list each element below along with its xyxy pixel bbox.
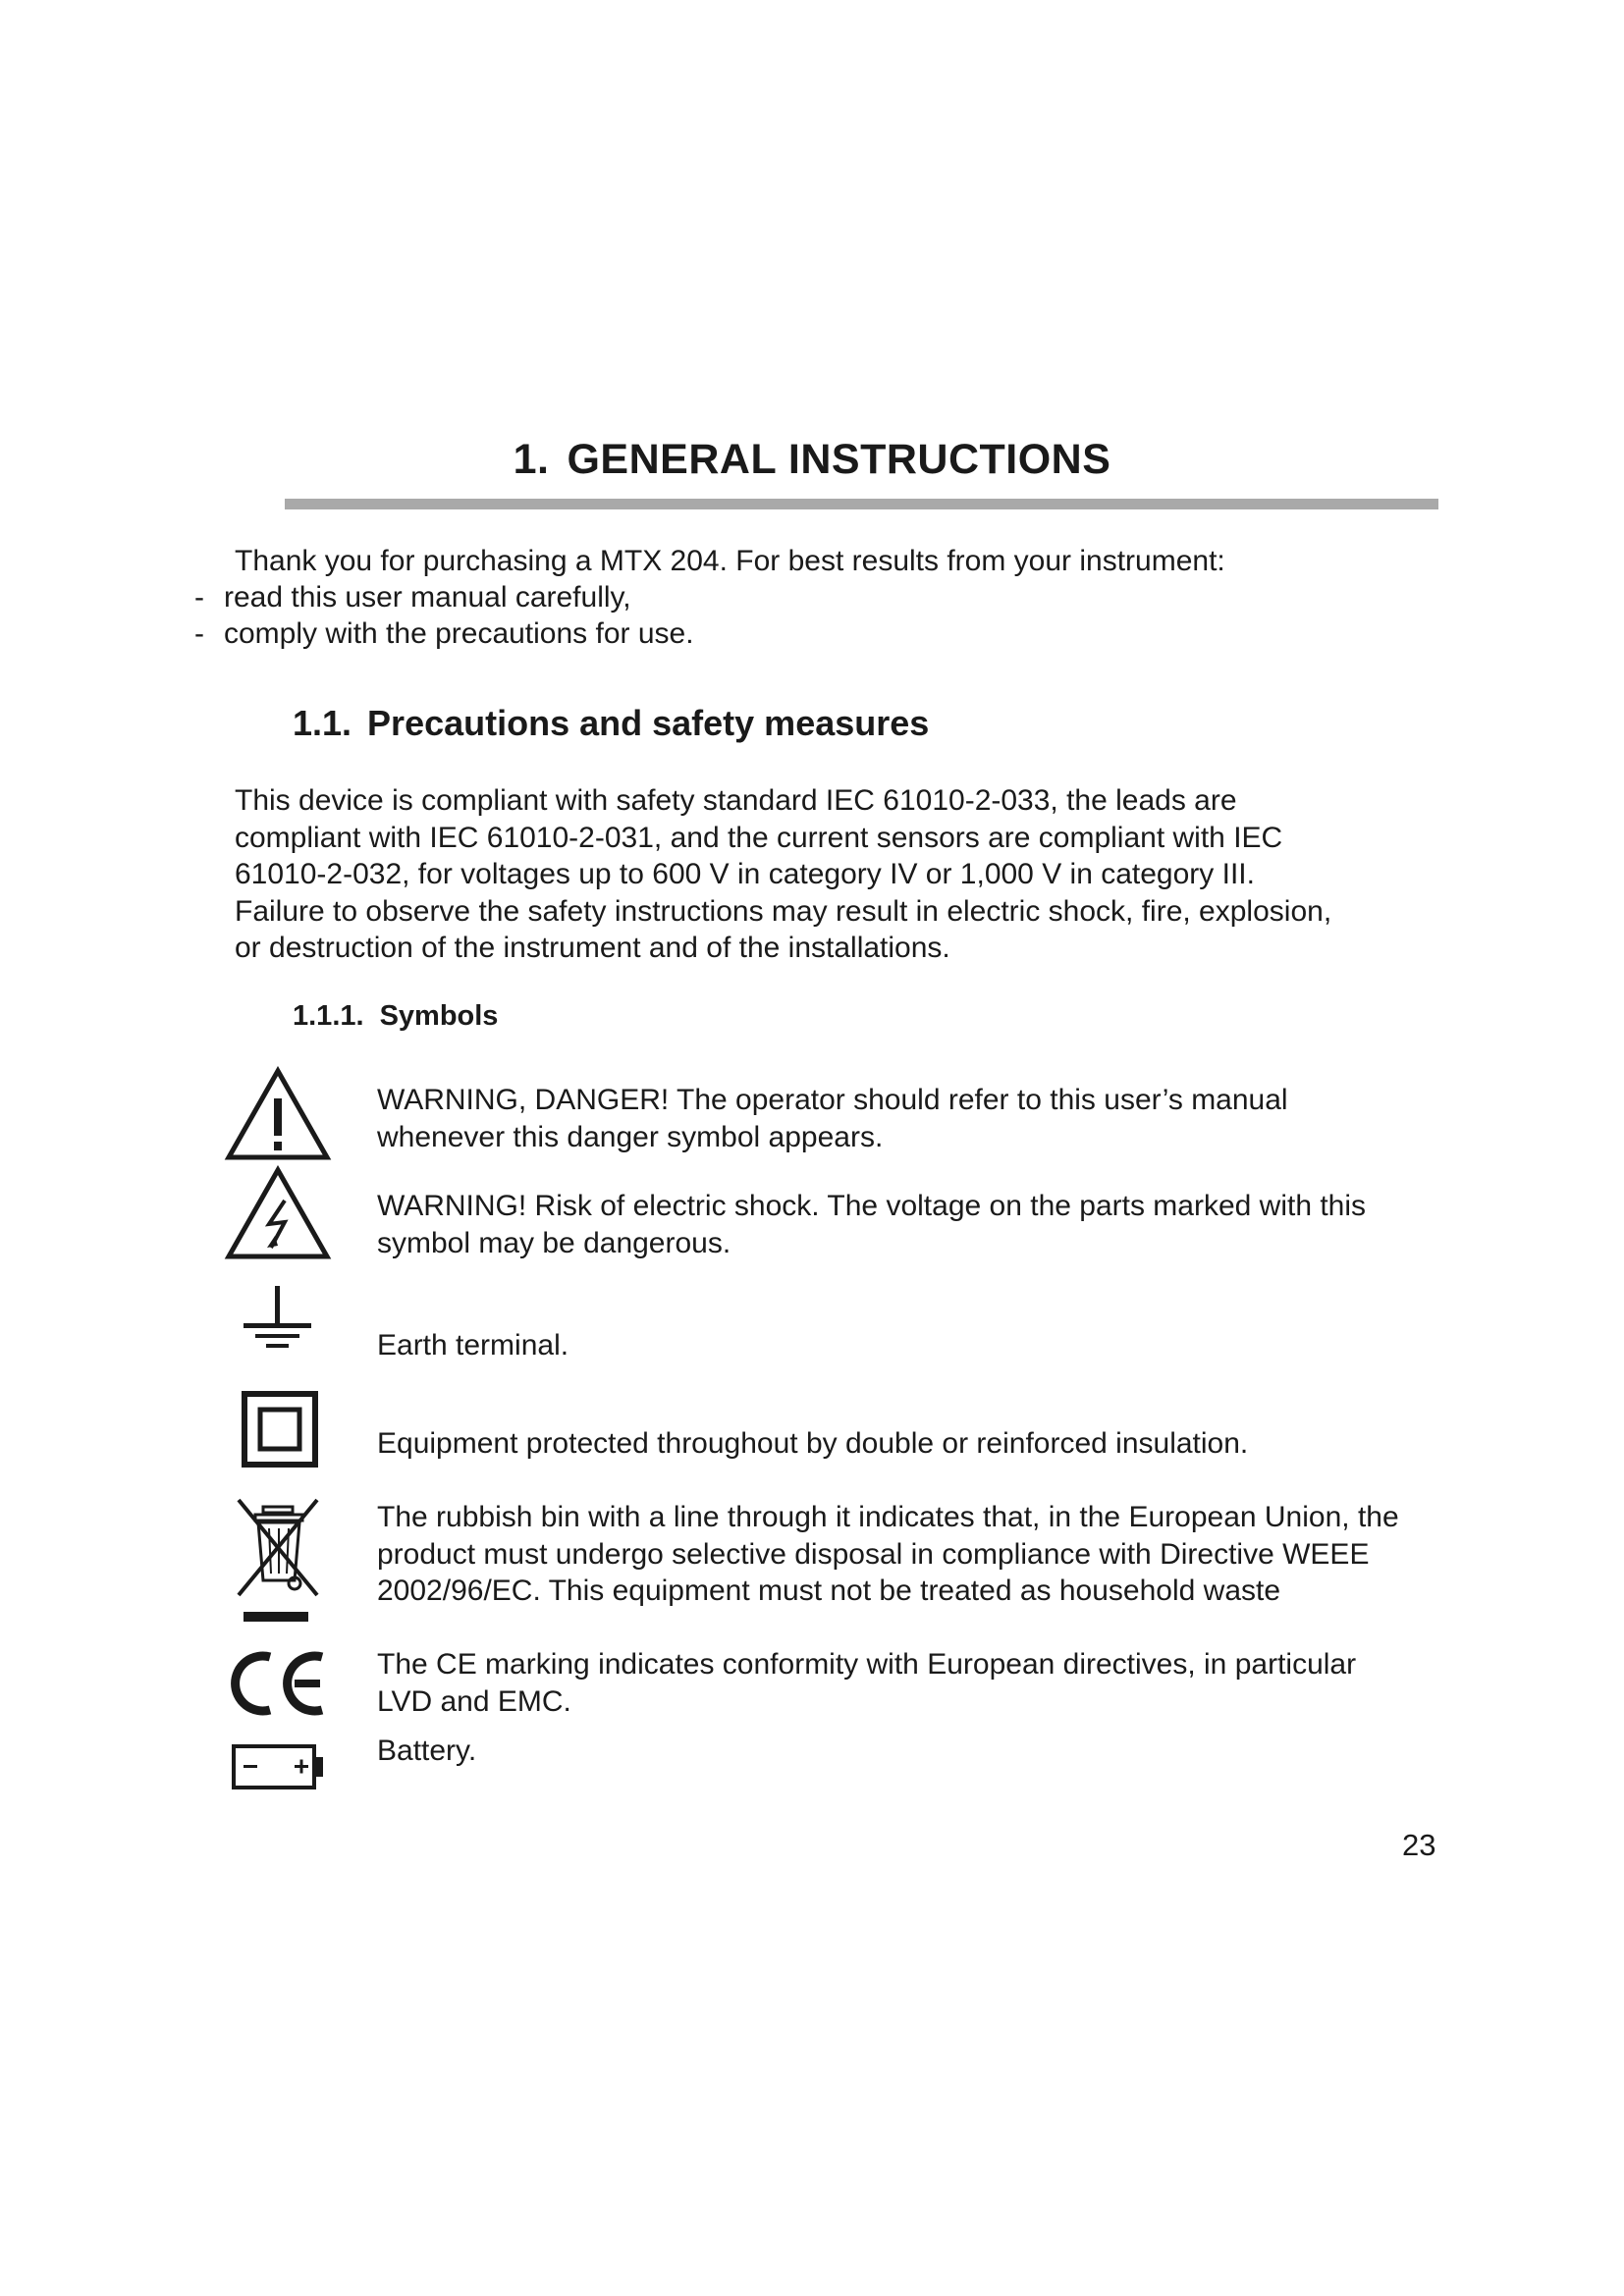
- battery-icon: [230, 1742, 328, 1791]
- heading-title: GENERAL INSTRUCTIONS: [567, 436, 1111, 483]
- section-title: Precautions and safety measures: [367, 703, 930, 743]
- symbol-line: 2002/96/EC. This equipment must not be treated as household waste: [377, 1575, 1281, 1607]
- symbol-line: LVD and EMC.: [377, 1684, 571, 1718]
- paragraph-line: or destruction of the instrument and of the installations.: [235, 932, 950, 964]
- warning-triangle-icon: [224, 1066, 332, 1162]
- subsection-title: Symbols: [379, 1000, 499, 1032]
- weee-bin-icon: [234, 1497, 324, 1629]
- section-number: 1.1.: [293, 703, 352, 743]
- paragraph-line: compliant with IEC 61010-2-031, and the current sensors are compliant with IEC: [235, 821, 1283, 854]
- symbol-description: [377, 1425, 1496, 1463]
- symbol-line: The CE marking indicates conformity with European directives, in particular: [377, 1648, 1357, 1681]
- page-title: [0, 436, 1624, 484]
- symbol-line: Earth terminal.: [377, 1329, 569, 1362]
- heading-rule: [285, 499, 1438, 509]
- symbol-description: [377, 1646, 1496, 1720]
- symbol-description: [377, 1499, 1496, 1610]
- bullet-marker: -: [194, 617, 204, 650]
- electric-shock-icon: [224, 1165, 332, 1261]
- list-item: [194, 617, 694, 651]
- symbol-description: [377, 1082, 1496, 1155]
- paragraph-line: Failure to observe the safety instructions may result in electric shock, fire, explosion,: [235, 894, 1332, 928]
- bullet-text: read this user manual carefully,: [224, 581, 631, 614]
- symbol-description: [377, 1327, 1496, 1364]
- paragraph-line: This device is compliant with safety standard IEC 61010-2-033, the leads are: [235, 784, 1237, 817]
- subsection-heading: [293, 1000, 498, 1033]
- list-item: [194, 581, 631, 614]
- earth-terminal-icon: [241, 1284, 314, 1353]
- symbol-line: WARNING, DANGER! The operator should refer to this user’s manual: [377, 1084, 1288, 1116]
- symbol-line: symbol may be dangerous.: [377, 1226, 731, 1259]
- paragraph-line: 61010-2-032, for voltages up to 600 V in category IV or 1,000 V in category III.: [235, 858, 1255, 890]
- symbol-line: product must undergo selective disposal in compliance with Directive WEEE: [377, 1537, 1370, 1571]
- ce-mark-icon: [226, 1649, 329, 1718]
- intro-text: Thank you for purchasing a MTX 204. For best results from your instrument:: [235, 545, 1225, 577]
- symbol-description: [377, 1188, 1496, 1261]
- symbol-line: The rubbish bin with a line through it indicates that, in the European Union, the: [377, 1501, 1399, 1533]
- safety-paragraph: [235, 782, 1452, 967]
- symbol-line: Equipment protected throughout by double or reinforced insulation.: [377, 1427, 1249, 1460]
- bullet-marker: -: [194, 581, 204, 614]
- symbol-line: WARNING! Risk of electric shock. The voltage on the parts marked with this: [377, 1190, 1367, 1222]
- section-heading: [293, 703, 929, 744]
- symbol-description: [377, 1733, 1496, 1770]
- bullet-text: comply with the precautions for use.: [224, 617, 694, 650]
- page-number: 23: [1402, 1828, 1436, 1862]
- symbol-line: whenever this danger symbol appears.: [377, 1120, 884, 1153]
- double-insulation-icon: [241, 1390, 319, 1468]
- symbol-line: Battery.: [377, 1735, 477, 1767]
- subsection-number: 1.1.1.: [293, 1000, 364, 1032]
- heading-number: 1.: [513, 436, 550, 483]
